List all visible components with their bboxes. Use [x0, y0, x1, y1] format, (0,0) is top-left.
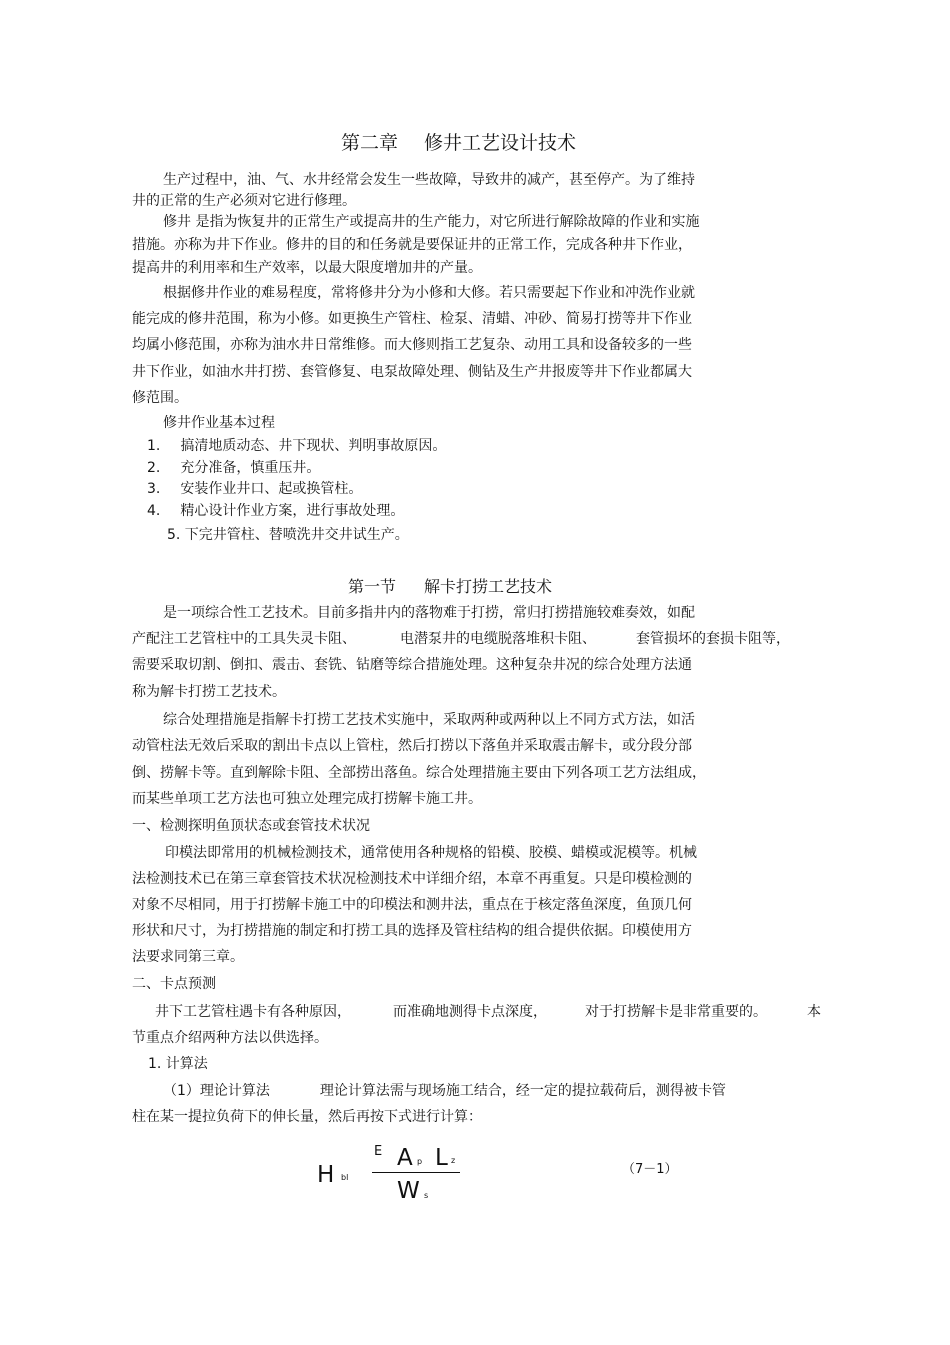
body-line-5: 综合处理措施是指解卡打捞工艺技术实施中，采取两种或两种以上不同方式方法，如活	[163, 712, 695, 728]
body-segment: 井下工艺管柱遇卡有各种原因，	[155, 1004, 351, 1020]
step-text: 搞清地质动态、井下现状、判明事故原因。	[180, 438, 447, 454]
equation-number: （7－1）	[622, 1162, 678, 1177]
step-number: 2.	[147, 460, 161, 476]
intro-line-7: 能完成的修井范围，称为小修。如更换生产管柱、检泵、清蜡、冲砂、简易打捞等井下作业	[132, 311, 692, 327]
section-title-number: 第一节	[348, 577, 397, 596]
body-line-15: 节重点介绍两种方法以供选择。	[132, 1030, 328, 1046]
body-line-14	[155, 1003, 821, 1021]
subheading-1: 一、检测探明鱼顶状态或套管技术状况	[132, 818, 370, 834]
step-item-2	[147, 459, 320, 477]
body-line-6: 动管柱法无效后采取的割出卡点以上管柱，然后打捞以下落鱼并采取震击解卡，或分段分部	[132, 738, 692, 754]
intro-line-8: 均属小修范围，亦称为油水井日常维修。而大修则指工艺复杂、动用工具和设备较多的一些	[132, 337, 692, 353]
formula-lhs-subscript: bl	[341, 1173, 349, 1182]
step-item-5: 5. 下完井管柱、替喷洗井交井试生产。	[167, 527, 409, 543]
intro-line-5: 提高井的利用率和生产效率，以最大限度增加井的产量。	[132, 260, 482, 276]
intro-line-4: 措施。亦称为井下作业。修井的目的和任务就是要保证井的正常工作，完成各种井下作业，	[132, 237, 692, 253]
formula-num-l-subscript: z	[451, 1156, 456, 1165]
fraction-bar	[372, 1172, 460, 1173]
step-item-1	[147, 437, 446, 455]
formula-num-e: E	[374, 1144, 383, 1159]
subheading-2: 二、卡点预测	[132, 976, 216, 992]
body-line-13: 法要求同第三章。	[132, 949, 244, 965]
step-number: 3.	[147, 481, 161, 497]
section-title	[348, 577, 552, 597]
body-line-9: 印模法即常用的机械检测技术，通常使用各种规格的铅模、胶模、蜡模或泥模等。机械	[165, 845, 697, 861]
intro-line-10: 修范围。	[132, 390, 188, 406]
body-line-10: 法检测技术已在第三章套管技术状况检测技术中详细介绍，本章不再重复。只是印模检测的	[132, 871, 692, 887]
formula-lhs: H	[317, 1162, 335, 1188]
step-text: 安装作业井口、起或换管柱。	[180, 481, 363, 497]
step-text: 精心设计作业方案，进行事故处理。	[180, 503, 405, 519]
body-segment: （1）理论计算法	[163, 1083, 270, 1099]
formula-num-a-subscript: p	[417, 1157, 423, 1166]
step-item-3	[147, 480, 362, 498]
formula-num-a: A	[397, 1145, 413, 1171]
body-line-4: 称为解卡打捞工艺技术。	[132, 684, 286, 700]
intro-line-1: 生产过程中，油、气、水井经常会发生一些故障，导致井的减产，甚至停产。为了维持	[163, 172, 695, 188]
step-item-4	[147, 502, 404, 520]
step-number: 4.	[147, 503, 161, 519]
formula-denominator: W	[397, 1178, 420, 1204]
body-line-1: 是一项综合性工艺技术。目前多指井内的落物难于打捞，常归打捞措施较难奏效，如配	[163, 605, 695, 621]
body-line-12: 形状和尺寸，为打捞措施的制定和打捞工具的选择及管柱结构的组合提供依据。印模使用方	[132, 923, 692, 939]
body-line-17: 柱在某一提拉负荷下的伸长量，然后再按下式进行计算：	[132, 1109, 482, 1125]
intro-line-3: 修井 是指为恢复井的正常生产或提高井的生产能力，对它所进行解除故障的作业和实施	[163, 214, 700, 230]
body-segment: 对于打捞解卡是非常重要的。	[585, 1004, 767, 1020]
intro-line-6: 根据修井作业的难易程度，常将修井分为小修和大修。若只需要起下作业和冲洗作业就	[163, 285, 695, 301]
body-line-8: 而某些单项工艺方法也可独立处理完成打捞解卡施工井。	[132, 791, 482, 807]
formula-denominator-subscript: s	[424, 1191, 429, 1200]
formula-num-l: L	[435, 1145, 448, 1171]
subheading-3: 1. 计算法	[148, 1056, 208, 1072]
body-line-16	[163, 1082, 726, 1100]
body-segment: 产配注工艺管柱中的工具失灵卡阻、	[132, 631, 356, 647]
intro-line-2: 井的正常的生产必须对它进行修理。	[132, 193, 356, 209]
intro-line-9: 井下作业，如油水井打捞、套管修复、电泵故障处理、侧钻及生产井报废等井下作业都属大	[132, 364, 692, 380]
body-segment: 而准确地测得卡点深度，	[393, 1004, 547, 1020]
body-segment: 理论计算法需与现场施工结合，经一定的提拉载荷后，测得被卡管	[319, 1083, 726, 1099]
body-segment: 本	[807, 1004, 821, 1020]
chapter-title-text: 修井工艺设计技术	[424, 132, 577, 154]
process-heading: 修井作业基本过程	[163, 415, 275, 431]
step-text: 充分准备，慎重压井。	[180, 460, 321, 476]
body-line-7: 倒、捞解卡等。直到解除卡阻、全部捞出落鱼。综合处理措施主要由下列各项工艺方法组成，	[132, 765, 706, 781]
body-line-2	[132, 630, 790, 648]
body-line-11: 对象不尽相同，用于打捞解卡施工中的印模法和测井法，重点在于核定落鱼深度，鱼顶几何	[132, 897, 692, 913]
body-segment: 电潜泵井的电缆脱落堆积卡阻、	[400, 631, 596, 647]
step-number: 1.	[147, 438, 161, 454]
body-segment: 套管损坏的套损卡阻等，	[636, 631, 790, 647]
body-line-3: 需要采取切割、倒扣、震击、套铣、钻磨等综合措施处理。这种复杂井况的综合处理方法通	[132, 657, 692, 673]
chapter-title	[341, 131, 576, 155]
section-title-text: 解卡打捞工艺技术	[424, 577, 553, 596]
chapter-title-number: 第二章	[341, 132, 399, 154]
